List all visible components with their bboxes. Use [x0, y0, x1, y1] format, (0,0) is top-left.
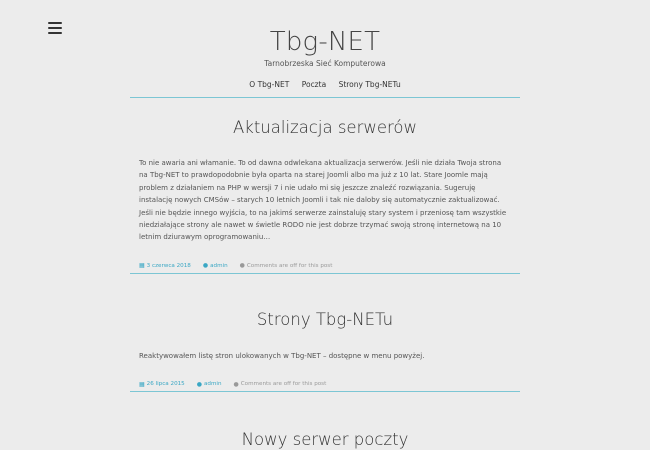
hamburger-menu-icon[interactable] — [48, 22, 62, 34]
comment-icon: ● — [239, 262, 245, 270]
post — [130, 430, 520, 450]
calendar-icon: ▦ — [139, 262, 145, 270]
nav-item-o-tbg-net[interactable]: O Tbg-NET — [249, 80, 290, 89]
post-meta — [130, 379, 520, 389]
calendar-icon: ▦ — [139, 380, 145, 388]
post-title[interactable]: Aktualizacja serwerów — [232, 118, 418, 137]
site-description: Tarnobrzeska Sieć Komputerowa — [264, 59, 386, 68]
post-author[interactable]: admin — [204, 381, 222, 388]
post-meta — [130, 261, 520, 271]
site-title[interactable]: Tbg-NET — [269, 27, 381, 57]
nav-divider — [130, 97, 520, 98]
post-comments-status: Comments are off for this post — [246, 262, 333, 269]
post-divider — [130, 391, 520, 392]
post-excerpt: Reaktywowałem listę stron ulokowanych w Tbg-NET – dostępne w menu powyżej. — [139, 351, 425, 360]
post-divider — [130, 273, 520, 274]
nav-item-strony-tbg-netu[interactable]: Strony Tbg-NETu — [338, 80, 401, 89]
site-header — [0, 0, 650, 98]
comment-icon: ● — [233, 380, 239, 388]
post-title[interactable]: Nowy serwer poczty — [241, 430, 409, 450]
post — [130, 310, 520, 392]
user-icon: ● — [196, 380, 202, 388]
post-title[interactable]: Strony Tbg-NETu — [256, 309, 394, 329]
post-excerpt: To nie awaria ani włamanie. To od dawna odwlekana aktualizacja serwerów. Jeśli nie działa Twoja strona na Tbg-NET to prawdopodobnie była oparta na starej Joomli albo ma już z 10 lat. Stare Joomle mają problem z działaniem na PHP w wersji 7 i nie udało mi się jeszcze znaleźć rozwiązania. Sugeruję instalację nowych CMSów – starych 10 letnich Joomli i tak nie daloby się automatycznie zaktualizować. Jeśli nie będzie innego wyjścia, to na jakimś serwerze zainstaluję stary system i przeniosę tam wszystkie niedziałające strony ale nawet w świetle RODO nie jest dobrze trzymać swoją stronę internetową na 10 letnim dziurawym oprogramowaniu… — [139, 159, 507, 242]
user-icon: ● — [202, 262, 209, 270]
post-date[interactable]: 26 lipca 2015 — [146, 381, 185, 388]
post-author[interactable]: admin — [210, 262, 228, 269]
post — [130, 118, 520, 274]
post-comments-status: Comments are off for this post — [240, 381, 327, 388]
nav-item-poczta[interactable]: Poczta — [301, 80, 327, 89]
main-nav — [0, 80, 650, 89]
post-date[interactable]: 3 czerwca 2018 — [146, 262, 191, 269]
